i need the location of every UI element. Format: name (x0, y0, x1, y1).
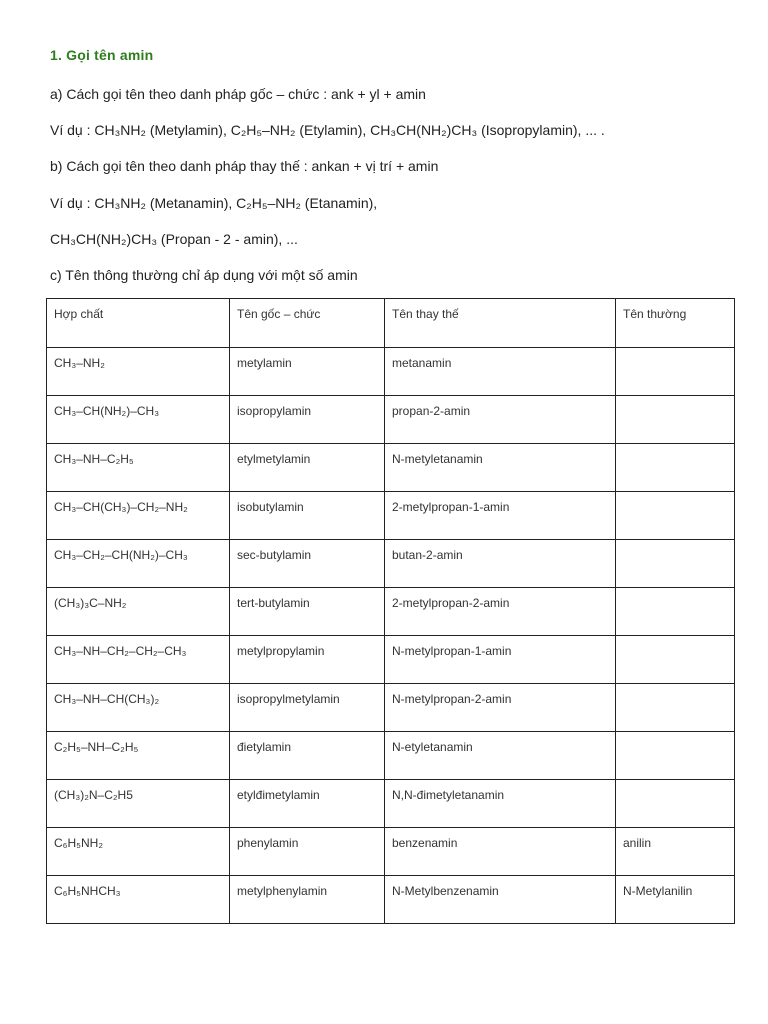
substitution-name-cell: N-metylpropan-2-amin (385, 684, 616, 732)
radical-functional-name-cell: metylphenylamin (230, 876, 385, 924)
substitution-name-cell: benzenamin (385, 828, 616, 876)
paragraph-naming-radical-functional: a) Cách gọi tên theo danh pháp gốc – chức : ank + yl + amin (50, 86, 426, 102)
paragraph-naming-substitution: b) Cách gọi tên theo danh pháp thay thế : ankan + vị trí + amin (50, 158, 439, 174)
compound-cell: CH₃–NH–CH₂–CH₂–CH₃ (47, 636, 230, 684)
substitution-name-cell: metanamin (385, 348, 616, 396)
radical-functional-name-cell: etylđimetylamin (230, 780, 385, 828)
paragraph-example-radical-functional: Ví dụ : CH₃NH₂ (Metylamin), C₂H₅–NH₂ (Etylamin), CH₃CH(NH₂)CH₃ (Isopropylamin), ... . (50, 122, 605, 138)
compound-cell: (CH₃)₃C–NH₂ (47, 588, 230, 636)
radical-functional-name-cell: isopropylmetylamin (230, 684, 385, 732)
radical-functional-name-cell: metylpropylamin (230, 636, 385, 684)
radical-functional-name-cell: tert-butylamin (230, 588, 385, 636)
compound-cell: CH₃–CH(CH₃)–CH₂–NH₂ (47, 492, 230, 540)
table-header-row (47, 299, 735, 348)
table-row (47, 732, 735, 780)
radical-functional-name-cell: phenylamin (230, 828, 385, 876)
amine-names-table (46, 298, 735, 924)
table-row (47, 540, 735, 588)
compound-cell: C₆H₅NHCH₃ (47, 876, 230, 924)
table-row (47, 492, 735, 540)
compound-cell: CH₃–NH–C₂H₅ (47, 444, 230, 492)
common-name-cell (616, 588, 735, 636)
common-name-cell (616, 540, 735, 588)
section-heading: 1. Gọi tên amin (50, 47, 154, 63)
common-name-cell: N-Metylanilin (616, 876, 735, 924)
paragraph-common-names: c) Tên thông thường chỉ áp dụng với một số amin (50, 267, 358, 283)
header-radical-functional-name: Tên gốc – chức (230, 299, 385, 348)
substitution-name-cell: N,N-đimetyletanamin (385, 780, 616, 828)
compound-cell: CH₃–CH₂–CH(NH₂)–CH₃ (47, 540, 230, 588)
table-row (47, 828, 735, 876)
header-common-name: Tên thường (616, 299, 735, 348)
common-name-cell (616, 396, 735, 444)
table-row (47, 780, 735, 828)
substitution-name-cell: 2-metylpropan-1-amin (385, 492, 616, 540)
compound-cell: CH₃–CH(NH₂)–CH₃ (47, 396, 230, 444)
substitution-name-cell: butan-2-amin (385, 540, 616, 588)
table-row (47, 588, 735, 636)
table-row (47, 396, 735, 444)
substitution-name-cell: 2-metylpropan-2-amin (385, 588, 616, 636)
substitution-name-cell: N-metyletanamin (385, 444, 616, 492)
compound-cell: C₂H₅–NH–C₂H₅ (47, 732, 230, 780)
table-row (47, 636, 735, 684)
radical-functional-name-cell: isobutylamin (230, 492, 385, 540)
table-row (47, 444, 735, 492)
compound-cell: (CH₃)₂N–C₂H5 (47, 780, 230, 828)
common-name-cell: anilin (616, 828, 735, 876)
radical-functional-name-cell: etylmetylamin (230, 444, 385, 492)
common-name-cell (616, 348, 735, 396)
substitution-name-cell: N-etyletanamin (385, 732, 616, 780)
common-name-cell (616, 492, 735, 540)
paragraph-example-substitution-cont: CH₃CH(NH₂)CH₃ (Propan - 2 - amin), ... (50, 231, 298, 247)
common-name-cell (616, 780, 735, 828)
header-substitution-name: Tên thay thế (385, 299, 616, 348)
radical-functional-name-cell: sec-butylamin (230, 540, 385, 588)
substitution-name-cell: N-metylpropan-1-amin (385, 636, 616, 684)
substitution-name-cell: propan-2-amin (385, 396, 616, 444)
table-row (47, 348, 735, 396)
common-name-cell (616, 684, 735, 732)
common-name-cell (616, 732, 735, 780)
table-row (47, 684, 735, 732)
radical-functional-name-cell: đietylamin (230, 732, 385, 780)
compound-cell: C₆H₅NH₂ (47, 828, 230, 876)
common-name-cell (616, 636, 735, 684)
compound-cell: CH₃–NH–CH(CH₃)₂ (47, 684, 230, 732)
table-row (47, 876, 735, 924)
compound-cell: CH₃–NH₂ (47, 348, 230, 396)
common-name-cell (616, 444, 735, 492)
radical-functional-name-cell: metylamin (230, 348, 385, 396)
header-compound: Hợp chất (47, 299, 230, 348)
paragraph-example-substitution: Ví dụ : CH₃NH₂ (Metanamin), C₂H₅–NH₂ (Etanamin), (50, 195, 378, 211)
radical-functional-name-cell: isopropylamin (230, 396, 385, 444)
substitution-name-cell: N-Metylbenzenamin (385, 876, 616, 924)
